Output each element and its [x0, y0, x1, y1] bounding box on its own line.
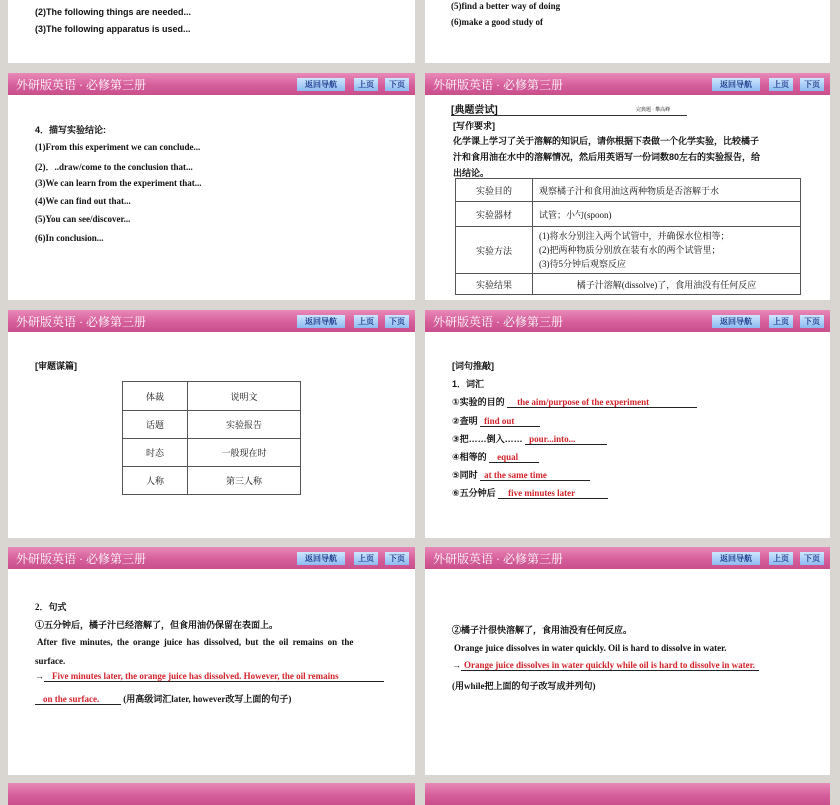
slide-header	[425, 783, 830, 805]
english-sentence: Orange juice dissolves in water quickly. Oil is hard to dissolve in water.	[454, 643, 727, 653]
vocab-question: ①实验的目的	[452, 397, 505, 407]
section-tag: [审题谋篇]	[35, 361, 77, 371]
slide-5-left	[8, 783, 415, 793]
vocab-answer: pour...into...	[525, 434, 607, 445]
list-item: (3)We can learn from the experiment that...	[35, 178, 202, 188]
slide-4-right	[425, 547, 830, 775]
back-to-nav-button[interactable]: 返回导航	[712, 315, 760, 328]
slide-5-right	[425, 783, 830, 793]
back-to-nav-button[interactable]: 返回导航	[297, 552, 345, 565]
table-row	[456, 202, 801, 227]
section-subtag: 完典题 · 攀高峰	[636, 108, 671, 113]
rewrite-answer: on the surface.	[35, 694, 121, 705]
slide-3-left	[8, 310, 415, 538]
section-heading: 1．词汇	[452, 379, 485, 389]
prev-page-button[interactable]: 上页	[354, 315, 378, 328]
table-row	[456, 227, 801, 274]
cell-value: 说明文	[188, 382, 301, 411]
cell-value: 第三人称	[188, 467, 301, 495]
list-item: (4)We can find out that...	[35, 196, 131, 206]
slide-title: 外研版英语 · 必修第三册	[16, 315, 146, 329]
cell-value: 橘子汁溶解(dissolve)了，食用油没有任何反应	[533, 274, 801, 295]
english-sentence: surface.	[35, 656, 66, 666]
prev-page-button[interactable]: 上页	[769, 78, 793, 91]
vocab-question: ⑤同时	[452, 470, 478, 480]
vocab-question: ③把……倒入……	[452, 434, 523, 444]
slide-2-left	[8, 73, 415, 300]
cell-value	[533, 227, 801, 274]
vocab-question: ⑥五分钟后	[452, 488, 496, 498]
next-page-button[interactable]: 下页	[800, 78, 824, 91]
english-sentence: After five minutes, the orange juice has dissolved, but the oil remains on the	[37, 637, 354, 647]
vocab-item	[452, 432, 607, 445]
vocab-answer: find out	[480, 416, 540, 427]
back-to-nav-button[interactable]: 返回导航	[297, 78, 345, 91]
table-row	[123, 439, 301, 467]
slide-title: 外研版英语 · 必修第三册	[16, 552, 146, 566]
next-page-button[interactable]: 下页	[385, 315, 409, 328]
vocab-question: ②查明	[452, 416, 478, 426]
slide-header	[8, 783, 415, 805]
requirement-label: [写作要求]	[453, 121, 495, 131]
method-step: (1)将水分别注入两个试管中，并确保水位相等；	[539, 231, 730, 241]
vocab-answer: five minutes later	[498, 488, 608, 499]
cell-key: 体裁	[123, 382, 188, 411]
prompt-line: 化学课上学习了关于溶解的知识后，请你根据下表做一个化学实验，比较橘子	[453, 136, 760, 146]
chinese-sentence: ①五分钟后，橘子汁已经溶解了，但食用油仍保留在表面上。	[35, 620, 279, 630]
back-to-nav-button[interactable]: 返回导航	[712, 552, 760, 565]
chinese-sentence: ②橘子汁很快溶解了，食用油没有任何反应。	[452, 625, 633, 635]
slide-header	[425, 73, 830, 95]
table-row	[123, 467, 301, 495]
slide-3-right	[425, 310, 830, 538]
slide-header	[425, 310, 830, 332]
slide-title: 外研版英语 · 必修第三册	[433, 78, 563, 92]
text-line: (6)make a good study of	[451, 17, 544, 27]
slide-header	[425, 547, 830, 569]
cell-key: 实验目的	[456, 179, 533, 202]
cell-value: 一般现在时	[188, 439, 301, 467]
list-item: (5)You can see/discover...	[35, 214, 131, 224]
table-row	[456, 274, 801, 295]
next-page-button[interactable]: 下页	[800, 552, 824, 565]
vocab-item	[452, 414, 540, 427]
list-item: (1)From this experiment we can conclude...	[35, 142, 201, 152]
table-row	[123, 382, 301, 411]
vocab-item	[452, 450, 539, 463]
cell-key: 人称	[123, 467, 188, 495]
answer-line: → Orange juice dissolves in water quickly while oil is hard to dissolve in water.	[452, 660, 759, 671]
back-to-nav-button[interactable]: 返回导航	[712, 78, 760, 91]
text-line: (2)The following things are needed...	[35, 7, 192, 17]
section-tag: [词句推敲]	[452, 361, 494, 371]
section-heading: 4．描写实验结论:	[35, 125, 107, 135]
slide-4-left	[8, 547, 415, 775]
prev-page-button[interactable]: 上页	[354, 552, 378, 565]
vocab-answer: the aim/purpose of the experiment	[507, 397, 697, 408]
prev-page-button[interactable]: 上页	[769, 315, 793, 328]
slide-header	[8, 547, 415, 569]
vocab-item	[452, 395, 697, 408]
experiment-table	[455, 178, 801, 295]
cell-value: 观察橘子汁和食用油这两种物质是否溶解于水	[533, 179, 801, 202]
vocab-item	[452, 468, 590, 481]
section-heading: 2．句式	[35, 602, 67, 612]
slide-1-left	[8, 0, 415, 63]
vocab-answer: at the same time	[480, 470, 590, 481]
slide-2-right	[425, 73, 830, 300]
slide-title: 外研版英语 · 必修第三册	[433, 552, 563, 566]
cell-value: 试管；小勺(spoon)	[533, 202, 801, 227]
cell-key: 实验结果	[456, 274, 533, 295]
next-page-button[interactable]: 下页	[800, 315, 824, 328]
prev-page-button[interactable]: 上页	[769, 552, 793, 565]
slide-title: 外研版英语 · 必修第三册	[16, 78, 146, 92]
list-item: (6)In conclusion...	[35, 233, 104, 243]
instruction-hint: (用高级词汇later, however改写上面的句子)	[123, 694, 292, 704]
method-step: (2)把两种物质分别放在装有水的两个试管里；	[539, 245, 721, 255]
prompt-line: 汁和食用油在水中的溶解情况，然后用英语写一份词数80左右的实验报告，给	[453, 152, 761, 162]
next-page-button[interactable]: 下页	[385, 78, 409, 91]
text-line: (3)The following apparatus is used...	[35, 24, 191, 34]
list-item: (2)．..draw/come to the conclusion that...	[35, 162, 193, 172]
slide-header	[8, 73, 415, 95]
section-tag-line	[451, 100, 687, 116]
vocab-question: ④相等的	[452, 452, 487, 462]
analysis-table	[122, 381, 301, 495]
rewrite-answer: Orange juice dissolves in water quickly while oil is hard to dissolve in water.	[461, 660, 759, 671]
cell-key: 时态	[123, 439, 188, 467]
rewrite-answer: Five minutes later, the orange juice has dissolved. However, the oil remains	[44, 671, 384, 682]
table-row	[123, 411, 301, 439]
cell-value: 实验报告	[188, 411, 301, 439]
prev-page-button[interactable]: 上页	[354, 78, 378, 91]
cell-key: 话题	[123, 411, 188, 439]
slide-title: 外研版英语 · 必修第三册	[433, 315, 563, 329]
answer-line	[35, 692, 291, 705]
instruction-hint: (用while把上面的句子改写成并列句)	[452, 681, 596, 691]
cell-key: 实验方法	[456, 227, 533, 274]
vocab-item	[452, 486, 608, 499]
cell-key: 实验器材	[456, 202, 533, 227]
method-step: (3)待5分钟后观察反应	[539, 259, 626, 269]
vocab-answer: equal	[489, 452, 539, 463]
back-to-nav-button[interactable]: 返回导航	[297, 315, 345, 328]
answer-line: → Five minutes later, the orange juice has dissolved. However, the oil remains	[35, 671, 384, 682]
section-tag: [典题尝试]	[451, 105, 498, 116]
table-row	[456, 179, 801, 202]
slide-header	[8, 310, 415, 332]
prompt-line: 出结论。	[453, 168, 490, 178]
next-page-button[interactable]: 下页	[385, 552, 409, 565]
text-line: (5)find a better way of doing	[451, 1, 561, 11]
slide-1-right	[425, 0, 830, 63]
